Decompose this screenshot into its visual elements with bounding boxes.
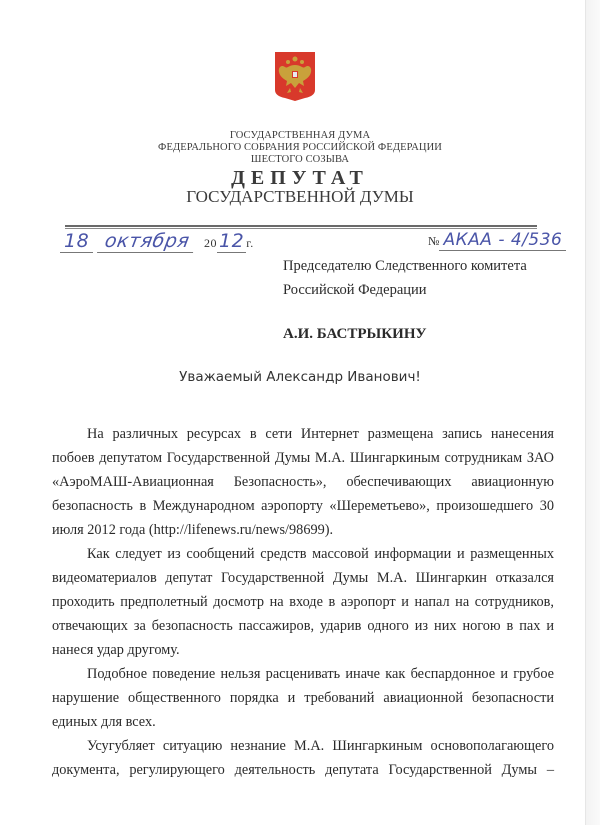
paragraph-1 <box>52 422 554 542</box>
letterhead-line-3: ШЕСТОГО СОЗЫВА <box>250 154 350 165</box>
letterhead-line-2: ФЕДЕРАЛЬНОГО СОБРАНИЯ РОССИЙСКОЙ ФЕДЕРАЦИИ <box>158 142 442 153</box>
paragraph-2 <box>52 542 554 662</box>
letterhead-line-1: ГОСУДАРСТВЕННАЯ ДУМА <box>229 130 371 141</box>
paragraph-4 <box>52 734 554 782</box>
letterhead-title: ДЕПУТАТ <box>231 167 369 189</box>
date-month: октября <box>97 230 197 253</box>
paragraph-text: На различных ресурсах в сети Интернет размещена запись нанесения побоев депутатом Государственной Думы М.А. Шингаркиным сотрудникам ЗАО «АэроМАШ-Авиационная Безопасность», обеспечивающих авиационную безопасность в Международном аэропорту «Шереметьево», произошедшего 30 июля 2012 года (http://lifenews.ru/news/98699). <box>52 426 554 538</box>
letterhead-subtitle: ГОСУДАРСТВЕННОЙ ДУМЫ <box>186 187 414 206</box>
number-value: АКАА - 4/536 <box>439 230 566 251</box>
paragraph-text: Усугубляет ситуацию незнание М.А. Шингаркиным основополагающего документа, регулирующего деятельность депутата Государственной Думы – <box>52 738 554 778</box>
paragraph-text: Как следует из сообщений средств массовой информации и размещенных видеоматериалов депутат Государственной Думы М.А. Шингаркин отказался проходить предполетный досмотр на входе в аэропорт и напал на сотрудников, отвечающих за безопасность пассажиров, ударив одного из них ногою в пах и нанеся удар другому. <box>52 546 554 658</box>
document-number <box>428 230 566 251</box>
document-date <box>60 230 254 254</box>
addressee-line-2: Российской Федерации <box>283 282 427 298</box>
page-shadow <box>586 0 600 825</box>
paragraph-text: Подобное поведение нельзя расценивать иначе как беспардонное и грубое нарушение общественного порядка и требований авиационной безопасности единых для всех. <box>52 666 554 730</box>
number-prefix: № <box>428 234 440 248</box>
paragraph-3 <box>52 662 554 734</box>
date-year-prefix: 20 <box>204 236 218 250</box>
header-rule-thick <box>65 225 537 227</box>
date-year-suffix: 12 <box>219 230 245 252</box>
addressee-line-1: Председателю Следственного комитета <box>283 258 527 274</box>
header-rule-thin <box>65 228 537 229</box>
addressee-name: А.И. БАСТРЫКИНУ <box>283 326 427 342</box>
date-day: 18 <box>60 230 93 253</box>
date-suffix: г. <box>246 236 254 250</box>
page-edge <box>585 0 586 825</box>
salutation: Уважаемый Александр Иванович! <box>179 369 421 385</box>
russian-coat-of-arms-icon <box>273 50 317 102</box>
